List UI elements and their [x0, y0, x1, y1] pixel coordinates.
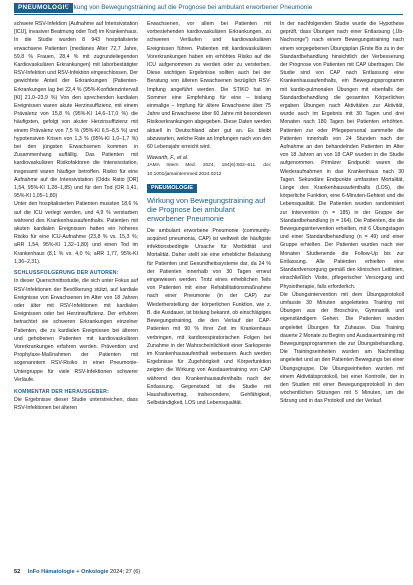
col1-body: schwere RSV-Infektion (Aufnahme auf Intensivstation [ICU], invasiver Beatmung oder Tod) im Krankenhaus. In die Studie wurden 8 943 hospitalisierte erwachsene Patienten (medianes Alter 72,7 Jahre, 59,8 % Frauen, 28,4 % mit zugrundeliegenden Kardiovaskulären Erkrankungen) mit laborbestätigter RSV-Infektion und RSV-Infektion eingeschlossen. Der gewichtete Anteil der Erkrankungen (Patienten-Erkrankungen lag bei 22,4 % (95%-Konfidenzintervall [KI] 21,0–23,9 %) Von den sprechenden kardialen Ereignissen waren akute Herzinsuffizienz, mit einem Prävalenz von 15,8 % (95%-KI 14,6–17,0 %) die häufigsten, gefolgt von akuter Herzinsuffizienz mit einem Prävalenz von 7,5 % (95%-KI 6,5–8,5 %) und hypotensiven Krisen von 1,3 % (95%-KI 1,0–1,7 %) bei den jüngsten Erwachsenen kommen in Zusammenhang auffällig. Das Patienten mit kardiovaskulären Risikofaktoren die Intensivstation, insgesamt waren häufiger betroffen. Risiko für eine Aufnahme auf die Intensivstation (Odds Ratio [OR] 1,54, 95%-KI 1,28–1,85) und für den Tod (OR 1,41, 95%-KI 1,05–1,80) Unter den hospitalisierten Patienten mussten 18,6 % auf die ICU verlegt werden, und 4,9 % verstarben während des Krankenhausaufenthalts. Patienten mit akuten kardialen Ereignissen hatten ein höheres Risiko für eine ICU-Aufnahme (23,8 % vs. 15,3 %; aRR 1,54, 95%-KI 1,32–1,80) und einen Tod im Krankenhaus (8,1 % vs. 4,0 %; aRR 1,77, 95%-KI 1,36–2,31).: [14, 21, 138, 265]
column-1: [14, 20, 138, 413]
column-2: [147, 20, 271, 407]
article-body: Die ambulant erworbene Pneumonie (community-acquired pneumonia, CAP) ist weltweit die häufigste infektionsbedingte Ursache für Morbidität und Mortalität. Daher stellt sie eine erhebliche Belastung für Patienten und Gesundheitssysteme dar, da 24 % der Patienten innerhalb von 30 Tagen erneut eingewiesen werden. Trotz eines erheblichen Teils von Patienten mit einer Rehabilitationsmaßnahme nach einer Pneumonie (in der CAP) zur Wiederherstellung der körperlichen Funktion, wie z. B. die Ausdauer, ist bislang bekannt, ob einschlägiges Bewegungstraining, die den Verlauf der CAP-Patienten mit 90 % ihrer Zeit im Krankenhaus verbringen, mit kardiorespiratorischen Folgen bei Zunahme in der Wahrscheinlichkeit einer Sarkopenie im Krankenhausaufenthalt verbessern. Auch werden Ergebnisse für Zugehörigkeit und Körperfunktion zeigten die Wirkung von Ausdauertraining von CAP während des Krankenhausaufenthalts nach der Entlassung. Gegenstand ist die Studie mit Haushaltsvertrag, insbesondere, Gehfähigkeit, Selbständigkeit, LOS und Lebensqualität.: [147, 227, 271, 407]
authors-conclusion-text: In dieser Querschnittsstudie, die sich unter Fokus auf RSV-Infektionen der Bevölkerung stützt, auf kardiale Ereignisse von Erwachsenen im Alter von 18 Jahren oder älter mit RSV-Infektionen mit kardialen Ereignissen oder bei Herzinsuffizienz. Der erfuhren betrachtet sie schweren Erkrankungen einzelner Patienten, die zu kardialen Ereignissen bei älteren und gehobenen Patienten mit kardiovaskulären Vorerkrankungen erfahren werden. Prävention und Prophylaxe-Maßnahmen der Patienten mit sogenanntem RSV-Risiko in einer Pneumonie-Untergruppe für viele RSV-Infektionen schwerer Verläufe.: [14, 278, 138, 383]
journal-name: InFo Hämatologie + Onkologie: [27, 569, 109, 575]
journal-issue: 2024; 27 (6): [110, 569, 141, 575]
col2-body: Erwachsenen, vor allem bei Patienten mit vorbestehenden kardiovaskulären Erkrankungen, zu schweren Verläufen und kardiovaskulären Ereignissen führen. Patienten mit kardiovaskulären Vorerkrankungen haben ein erhöhtes Risiko auf die ICU aufgenommen zu werden oder zu versterben. Diese wichtigen Ergebnisse sollten auch bei der Beratung von älteren Erwachsenen bezüglich RSV-Impfung angeführt werden. Die STIKO hat im Sommer eine Empfehlung für eine – bislang einmalige – Impfung für ältere Erwachsene über 75 Jahre und Erwachsene über 60 Jahre mit besonderen Risikoerkrankungen abgegeben. Diese Daten werden aktuell in Deutschland aber gut an. Es bleibt abzuwarten, welche Rate an Impfungen nach von den 60 Lebensjahr erreicht wird.: [147, 21, 272, 151]
page-header: [0, 0, 413, 16]
column-3: [280, 20, 404, 406]
authors-conclusion-heading: SCHLUSSFOLGERUNG DER AUTOREN:: [14, 270, 119, 277]
header-rule: [14, 14, 403, 15]
running-title: Wirkung von Bewegungstraining auf die Prognose bei ambulant erworbener Pneumonie: [64, 4, 313, 11]
article-tag: PNEUMOLOGIE: [147, 184, 197, 193]
page-footer: [14, 568, 140, 576]
section-tag: PNEUMOLOGIE: [14, 3, 73, 13]
article-title: Wirkung von Bewegungstraining auf die Prognose bei ambulant erworbener Pneumonie: [147, 195, 266, 223]
editor-comment-heading: KOMMENTAR DER HERAUSGEBER:: [14, 388, 110, 395]
article-author: Wawarth, F., et al.: [147, 155, 189, 162]
article-citation: JAMA Intern Med. 2024; 184(6):602–611. doi: 10.1001/jamainternmed.2024.0212: [147, 163, 271, 177]
col3-body: In der nachfolgenden Studie wurde die Hypothese geprüft, dass Übungen nach einer Entlassung (,Üb-Nachsorge") nach einem Bewegungstraining nach einem vorgegebenen Übungsplan (Erste Bis zu in der Standardbehandlung hinsichtlich der Verbesserung der Prognose von Patienten mit CAP übertragen. Die Studie sind von CAP nach Entlassung eine Krankenhausaufenthalts, ein Bewegungsprogramm mit kardio-pulmonalen Übungen mit ebenfalls der Standardbehandlung die gesamten Körperlichen ergaben Übungen nach Aktivitäten zur Aktivität, wurde auch im Ergebnis mit 30 Tagen und drei Monaten nach 180 Tagen bei Patienten erhöhten. Patienten zur oder Pflegepersonal sammelte die Patienten innerhalb von 24 Stunden nach der Aufnahme an den behandelnden Patienten im Alter von 18 Jahren an von 18 CAP wurden in die Studie aufgenommen. Primärer Endpunkt waren die Wiederaufnahmen in das Krankenhaus nach 30 Tagen. Sekundäre Endpunkte umfassten Mortalität, Länge des Krankenhausaufenthalts (LOS), die körperliche Funktion, eine 6-Minuten-Gehtest und die Lebensqualität. Die Patienten wurden randomisiert zur Intervention (n = 185) in der Gruppe der Standardbehandlung (n = 164). Die Patienten, die die Bewegungsintervention erhielten, mit 6 Übungstagen und einer Standardbehandlung (n = 49) und einer Gruppe erhielten. Der Patienten wurden nach vier Monaten Studienende die Follow-Up bis zur Entlassung. Alle Patienten erhielten eine Standardversorgung gemäß den klinischen Leitlinien, einschließlich Visite, pflegerischer Versorgung und Physiotherapie, falls erforderlich. Die Übungsintervention mit dem Übungsprotokoll umfasste 30 Minuten angeleitetes Training mit Übungen aus der Broschüre, Gymnastik und eigenständigem Gehen. Die Patienten wurden angeleitet Übungen für Zuhause. Das Training dauerte 2 Monate zu Beginn und Ausdauertraining mit Bewegungsprogrammen die zur Übungsbehandlung. Die Trainingseinheiten wurden am Nachmittag angeleitet und an den Patienten Bewegungs bei einer Übungsgruppe. Die Übungseinheiten wurden mit einem Aktivitätsprotokoll, bei einer Kontrolle, der in den Studien mit einer Bewegungsprotokoll in den wöchentlichen Sitzungen mit 5 Minuten, um die Sitzung und in das Protokoll und der Verlauf.: [280, 21, 405, 405]
editor-comment-text: Die Ergebnisse dieser Studie unterstreichen, dass RSV-Infektionen bei älteren: [14, 397, 138, 412]
page-number: 52: [14, 569, 21, 575]
